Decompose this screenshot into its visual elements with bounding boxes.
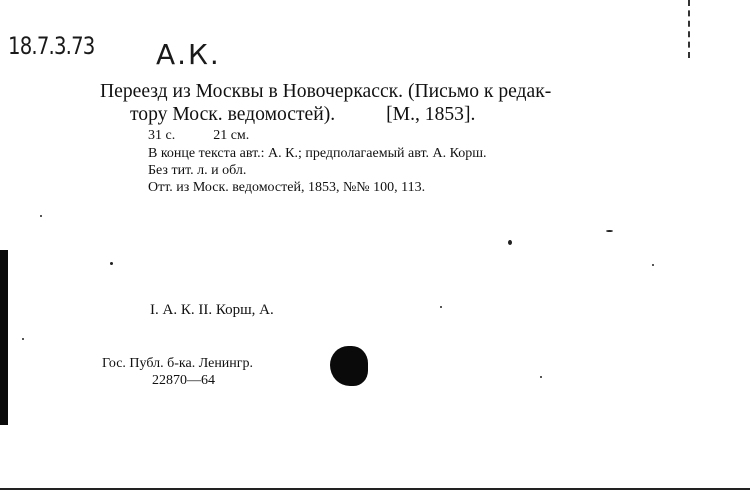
- ink-speck: [110, 262, 113, 265]
- title-line-1: Переезд из Москвы в Новочеркасск. (Письмо к редак-: [100, 80, 552, 102]
- ink-speck: [440, 306, 442, 308]
- title-line-2: [130, 103, 475, 126]
- ink-speck: [508, 240, 512, 245]
- note-offprint: Отт. из Моск. ведомостей, 1853, №№ 100, 113.: [148, 180, 426, 195]
- collation: [148, 128, 249, 144]
- imprint: [М., 1853].: [386, 103, 476, 125]
- ink-speck: [606, 230, 613, 232]
- holding-library: Гос. Публ. б-ка. Ленингр.: [102, 356, 254, 371]
- ink-blot: [330, 346, 368, 386]
- title-continuation: тору Моск. ведомостей).: [130, 103, 336, 125]
- card-cut-mark: [688, 0, 691, 58]
- note-author: В конце текста авт.: А. К.; предполагаемый авт. А. Корш.: [148, 146, 487, 161]
- handwritten-initials: А.К.: [156, 38, 221, 71]
- ink-speck: [652, 264, 654, 266]
- handwritten-date: 18.7.3.73: [8, 32, 95, 60]
- card-left-edge: [0, 250, 8, 425]
- accession-number: 22870—64: [152, 373, 215, 388]
- ink-speck: [40, 215, 42, 217]
- ink-speck: [22, 338, 24, 340]
- tracing: I. А. К. II. Корш, А.: [150, 302, 274, 318]
- book-size: 21 см.: [213, 128, 250, 143]
- ink-speck: [540, 376, 542, 378]
- page-count: 31 с.: [148, 128, 176, 143]
- note-format: Без тит. л. и обл.: [148, 163, 247, 178]
